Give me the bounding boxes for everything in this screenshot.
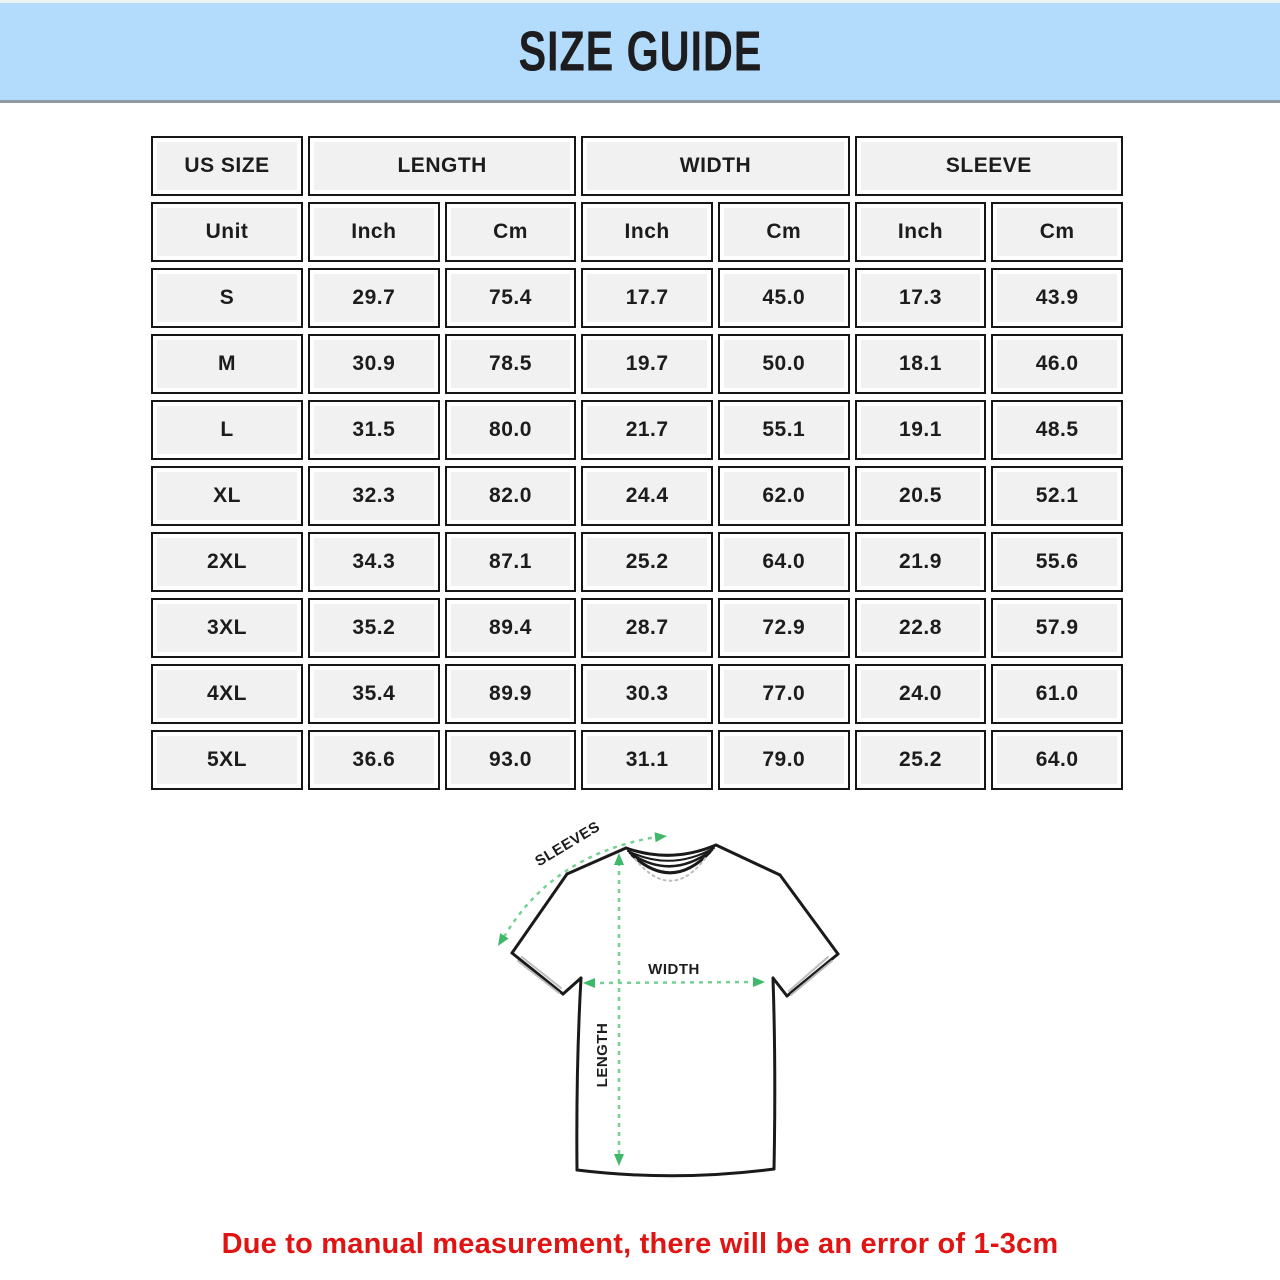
tshirt-outline — [512, 845, 838, 1176]
cell-value: 17.7 — [581, 268, 713, 328]
cell-value: 24.4 — [581, 466, 713, 526]
table-row — [151, 268, 1123, 328]
cell-value: 57.9 — [991, 598, 1123, 658]
cell-value: 80.0 — [445, 400, 577, 460]
cell-value: 28.7 — [581, 598, 713, 658]
tshirt-measurement-diagram — [460, 808, 880, 1208]
cell-value: 78.5 — [445, 334, 577, 394]
cell-value: 75.4 — [445, 268, 577, 328]
cell-value: 87.1 — [445, 532, 577, 592]
cell-value: 20.5 — [855, 466, 987, 526]
sleeve-measure-line — [504, 837, 656, 937]
measurement-arrowheads — [494, 831, 765, 1166]
cell-value: 55.1 — [718, 400, 850, 460]
size-label: S — [151, 268, 303, 328]
cell-value: 31.5 — [308, 400, 440, 460]
cell-value: 34.3 — [308, 532, 440, 592]
col-header-width: WIDTH — [581, 136, 849, 196]
cell-value: 17.3 — [855, 268, 987, 328]
measurement-lines — [504, 837, 757, 1158]
width-label: WIDTH — [648, 961, 700, 978]
unit-width-cm: Cm — [718, 202, 850, 262]
width-measure-line — [591, 982, 757, 983]
cell-value: 35.2 — [308, 598, 440, 658]
cell-value: 24.0 — [855, 664, 987, 724]
page-title: SIZE GUIDE — [518, 20, 762, 83]
size-label: XL — [151, 466, 303, 526]
cell-value: 89.9 — [445, 664, 577, 724]
table-row — [151, 730, 1123, 790]
size-guide-banner — [0, 0, 1280, 103]
cell-value: 61.0 — [991, 664, 1123, 724]
table-row — [151, 466, 1123, 526]
cell-value: 25.2 — [581, 532, 713, 592]
cell-value: 93.0 — [445, 730, 577, 790]
cell-value: 30.9 — [308, 334, 440, 394]
size-table — [146, 130, 1128, 796]
cell-value: 50.0 — [718, 334, 850, 394]
cell-value: 36.6 — [308, 730, 440, 790]
table-row — [151, 664, 1123, 724]
table-row — [151, 334, 1123, 394]
table-unit-row — [151, 202, 1123, 262]
cell-value: 35.4 — [308, 664, 440, 724]
cell-value: 79.0 — [718, 730, 850, 790]
cell-value: 18.1 — [855, 334, 987, 394]
table-row — [151, 598, 1123, 658]
unit-header: Unit — [151, 202, 303, 262]
cell-value: 19.7 — [581, 334, 713, 394]
cell-value: 45.0 — [718, 268, 850, 328]
cell-value: 43.9 — [991, 268, 1123, 328]
unit-width-inch: Inch — [581, 202, 713, 262]
cell-value: 48.5 — [991, 400, 1123, 460]
cell-value: 46.0 — [991, 334, 1123, 394]
table-row — [151, 400, 1123, 460]
cell-value: 64.0 — [991, 730, 1123, 790]
col-header-length: LENGTH — [308, 136, 576, 196]
cell-value: 52.1 — [991, 466, 1123, 526]
cell-value: 25.2 — [855, 730, 987, 790]
unit-length-cm: Cm — [445, 202, 577, 262]
table-group-header-row — [151, 136, 1123, 196]
cell-value: 21.9 — [855, 532, 987, 592]
size-label: L — [151, 400, 303, 460]
cell-value: 82.0 — [445, 466, 577, 526]
unit-sleeve-cm: Cm — [991, 202, 1123, 262]
cell-value: 32.3 — [308, 466, 440, 526]
size-label: 2XL — [151, 532, 303, 592]
cell-value: 31.1 — [581, 730, 713, 790]
cell-value: 29.7 — [308, 268, 440, 328]
col-header-sleeve: SLEEVE — [855, 136, 1123, 196]
unit-length-inch: Inch — [308, 202, 440, 262]
cell-value: 77.0 — [718, 664, 850, 724]
cell-value: 22.8 — [855, 598, 987, 658]
col-header-us-size: US SIZE — [151, 136, 303, 196]
size-label: M — [151, 334, 303, 394]
size-label: 4XL — [151, 664, 303, 724]
length-label: LENGTH — [594, 1022, 611, 1088]
cell-value: 55.6 — [991, 532, 1123, 592]
size-label: 3XL — [151, 598, 303, 658]
measurement-labels — [532, 818, 700, 1087]
sleeves-label: SLEEVES — [532, 818, 604, 871]
cell-value: 64.0 — [718, 532, 850, 592]
cell-value: 72.9 — [718, 598, 850, 658]
cell-value: 62.0 — [718, 466, 850, 526]
measurement-error-note: Due to manual measurement, there will be an error of 1-3cm — [221, 1228, 1059, 1260]
table-row — [151, 532, 1123, 592]
size-label: 5XL — [151, 730, 303, 790]
cell-value: 19.1 — [855, 400, 987, 460]
unit-sleeve-inch: Inch — [855, 202, 987, 262]
cell-value: 30.3 — [581, 664, 713, 724]
cell-value: 89.4 — [445, 598, 577, 658]
cell-value: 21.7 — [581, 400, 713, 460]
